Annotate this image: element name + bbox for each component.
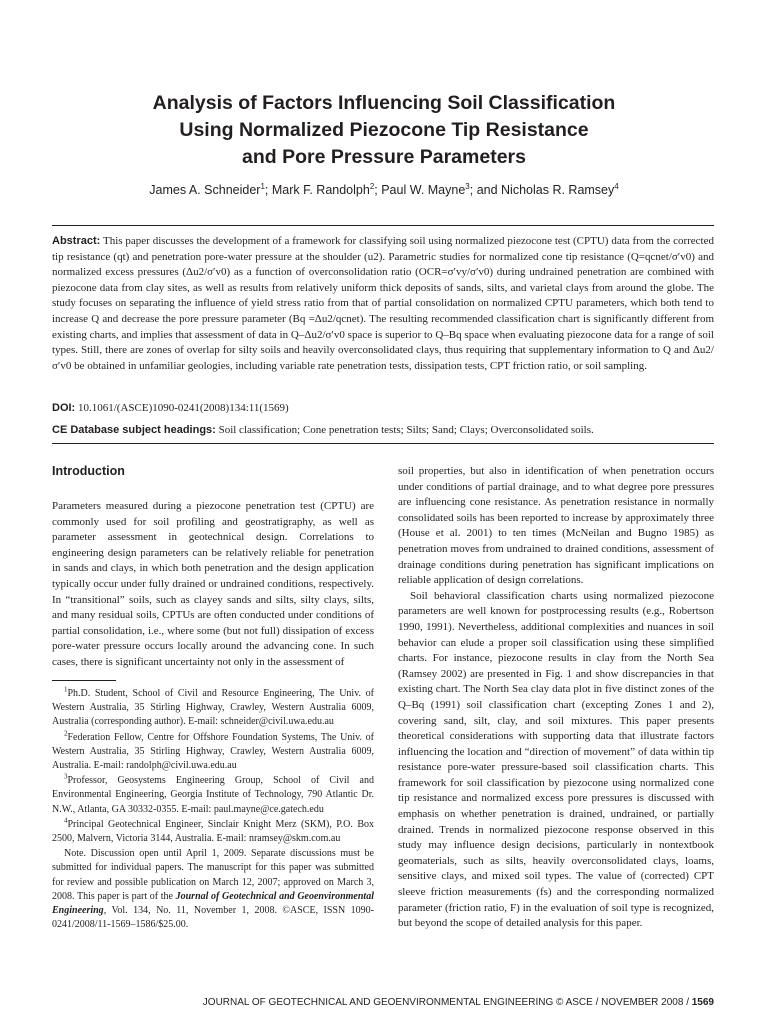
footnote [52,774,374,817]
author-name: Paul W. Mayne [381,183,466,197]
page-number: 1569 [691,997,714,1008]
section-heading-introduction: Introduction [52,464,125,478]
footnote [52,818,374,846]
author-name: James A. Schneider [149,183,261,197]
author-name: Nicholas R. Ramsey [501,183,615,197]
footnote-mark: 3 [64,772,68,781]
footnote-mark: 2 [64,729,68,738]
footnotes [52,687,374,933]
footnote-text: Principal Geotechnical Engineer, Sinclair Knight Merz (SKM), P.O. Box 2500, Malvern, Victoria 3144, Australia. E-mail: nramsey@skm.com.au [52,818,374,845]
journal-name: Journal of Geotechnical and Geoenvironmental Engineering [52,890,374,917]
doi-line [52,401,714,416]
title-line-2: Using Normalized Piezocone Tip Resistance [179,119,589,141]
footnote [52,687,374,730]
author-affiliation-mark: 4 [614,181,619,191]
page-footer [52,996,714,1010]
subject-headings-value: Soil classification; Cone penetration tests; Silts; Sand; Clays; Overconsolidated soils. [218,424,594,436]
footnote-text: Ph.D. Student, School of Civil and Resource Engineering, The Univ. of Western Australia, 35 Stirling Highway, Crawley, Western Australia 6009, Australia (corresponding author). E-mail: schneider@civil.uwa.edu.au [52,688,374,728]
footnote-text: Professor, Geosystems Engineering Group, School of Civil and Environmental Engineering, Georgia Institute of Technology, 790 Atlantic Dr. N.W., Atlanta, GA 30332-0355. E-mail: paul.mayne@ce.gatech.edu [52,775,374,815]
body-paragraph: Soil behavioral classification charts using normalized piezocone parameters are well known for postprocessing results (e.g., Robertson 1990, 1991). Nevertheless, additional complexities and nuances in soil behavior can elude a proper soil classification using these simplified charts. For instance, piezocone results in clay from the North Sea (Ramsey 2002) are presented in Fig. 1 and show discrepancies in that existing chart. The North Sea clay data plot in five distinct zones of the Q–Bq (1991) soil classification chart (excepting Zones 1 and 2), covering sand, silt, clay, and soil mixtures. This paper presents theoretical considerations with supporting data that illustrate factors influencing the location and “direction of movement” of data within tip resistance pore-water pressure-based soil classification charts. This framework for soil classification by piezocone using normalized cone tip resistance and normalized excess pore pressures is discussed with emphasis on whether penetration is drained, undrained, or partially drained. Trends in normalized piezocone response observed in this study may influence design decisions, particularly in nontextbook geomaterials, such as silts, heavily overconsolidated clays, loams, sensitive clays, and mixed soil types. The value of (corrected) CPT sleeve friction measurements (fs) and the corresponding normalized parameter (friction ratio, F) in the evaluation of soil type is recognized, but beyond the scope of detailed analysis for this paper. [398,589,714,930]
paper-title [60,90,708,171]
abstract [52,234,714,374]
author-separator: ; and [469,183,502,197]
author-affiliation-mark: 2 [369,181,375,191]
body-paragraph: Parameters measured during a piezocone penetration test (CPTU) are commonly used for soil profiling and geostratigraphy, as well as parameter assessment in geotechnical design. Correlations to engineering design parameters can be relatively reliable for penetration in sands and clays, in which both penetration and the design application typically occur under fully drained or undrained conditions, respectively. In “transitional” soils, such as clayey sands and silts, silty clays, silts, and many residual soils, CPTUs are often conducted under conditions of partial consolidation, i.e., where some (but not full) dissipation of excess pore-water pressure occurs locally around the advancing cone. In such cases, there is significant uncertainty not only in the assessment of [52,500,374,668]
title-line-1: Analysis of Factors Influencing Soil Classification [152,92,616,114]
footnote-divider [52,680,116,681]
footnote-mark: 4 [64,816,68,825]
doi-value[interactable]: 10.1061/(ASCE)1090-0241(2008)134:11(1569) [77,402,289,414]
footnote-text: Federation Fellow, Centre for Offshore Foundation Systems, The Univ. of Western Australia, 35 Stirling Highway, Crawley, Western Australia 6009, Australia. E-mail: randolph@civil.uwa.edu.au [52,731,374,772]
discussion-note [52,847,374,932]
abstract-text: This paper discusses the development of a framework for classifying soil using normalized piezocone test (CPTU) data from the corrected tip resistance (qt) and penetration pore-water pressure at the shoulder (u2). Parametric studies for normalized cone tip resistance (Q=qcnet/σ′v0) and normalized excess pressures (Δu2/σ′v0) as a function of overconsolidation ratio (OCR=σ′vy/σ′v0) during undrained penetration are combined with piezocone data from clay sites, as well as results from relatively uniform thick deposits of sands, silts, and varietal clays from around the globe. The study focuses on separating the influence of yield stress ratio from that of partial consolidation on normalized CPTU parameters, which both tend to increase Q and decrease the pore pressure parameter (Bq =Δu2/qcnet). The resulting recommended classification chart is significantly different from existing charts, and implies that assessment of data in Q–Δu2/σ′v0 space is superior to Q–Bq space when evaluating piezocone data for a range of soil types. Still, there are zones of overlap for silty soils and heavily overconsolidated clays, thus requiring that supplementary information to Q and Δu2/σ′v0 be obtained in unfamiliar geologies, including variable rate penetration tests, dissipation tests, CPT friction ratio, or soil sampling. [52,235,714,372]
author-separator: ; [264,183,272,197]
author-separator: ; [374,183,382,197]
footnote-mark: 1 [64,685,68,694]
title-line-3: and Pore Pressure Parameters [242,146,526,168]
note-text: Note. Discussion open until April 1, 2009. Separate discussions must be submitted for individual papers. The manuscript for this paper was submitted for review and possible publication on March 12, 2007; approved on March 3, 2008. This paper is part of the [52,848,374,902]
subject-headings-label: CE Database subject headings: [52,424,216,436]
author-affiliation-mark: 3 [465,181,470,191]
doi-label: DOI: [52,402,76,414]
body-paragraph: soil properties, but also in identification of when penetration occurs under conditions of partial drainage, and to what degree pore pressures are influencing cone resistance. As penetration resistance in normally consolidated soils has been reported to increase by approximately three (House et al. 2001) to ten times (McNeilan and Bugno 1985) as penetration moves from undrained to drained conditions, assessment of drainage conditions during penetration has significant implications on reliable application of design correlations. [398,465,714,587]
author-name: Mark F. Randolph [271,183,370,197]
abstract-label: Abstract: [52,235,101,247]
footnote [52,731,374,774]
header-divider [52,225,714,226]
note-text: , Vol. 134, No. 11, November 1, 2008. ©ASCE, ISSN 1090-0241/2008/11-1569–1586/$25.00. [52,905,374,931]
right-column [398,464,714,932]
subject-headings [52,423,714,438]
author-list [40,181,728,199]
author-affiliation-mark: 1 [260,181,265,191]
abstract-divider [52,443,714,444]
journal-footer-text: JOURNAL OF GEOTECHNICAL AND GEOENVIRONMENTAL ENGINEERING © ASCE / NOVEMBER 2008 / [202,997,692,1008]
left-column [52,499,374,671]
